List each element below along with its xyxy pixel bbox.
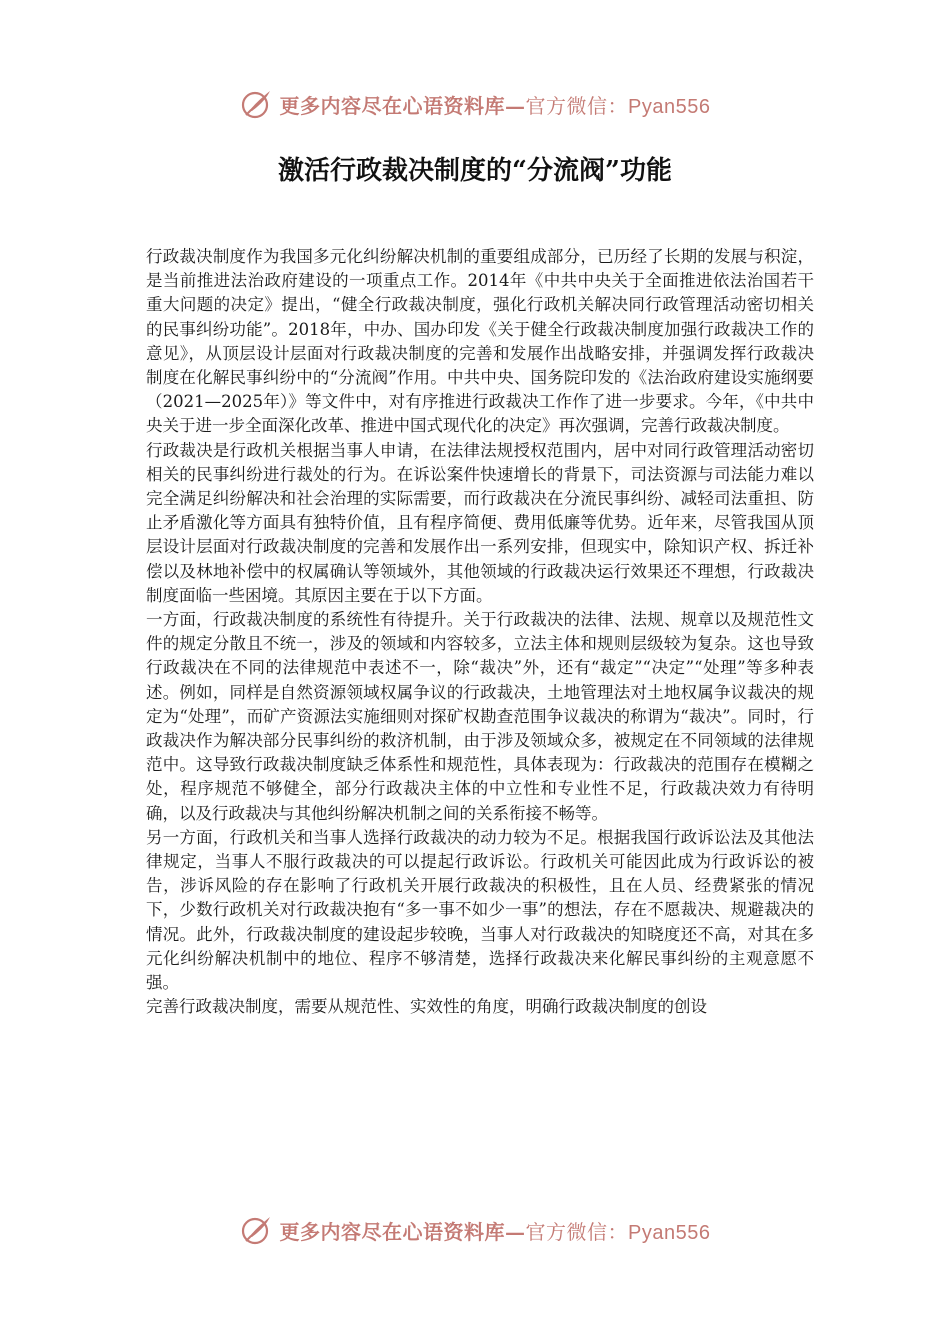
quill-logo-icon: [240, 87, 274, 121]
watermark-dash: —: [505, 93, 526, 118]
watermark-dash: —: [505, 1219, 526, 1244]
watermark-wechat: 官方微信：Pyan556: [525, 95, 711, 118]
watermark-brand: 更多内容尽在心语资料库: [279, 93, 506, 118]
paragraph-5: 完善行政裁决制度，需要从规范性、实效性的角度，明确行政裁决制度的创设: [146, 997, 707, 1017]
watermark-text: [280, 1216, 711, 1245]
paragraph-1: 行政裁决制度作为我国多元化纠纷解决机制的重要组成部分，已历经了长期的发展与积淀，是当前推进法治政府建设的一项重点工作。2014年《中共中央关于全面推进依法治国若干重大问题的决定》提出，“健全行政裁决制度，强化行政机关解决同行政管理活动密切相关的民事纠纷功能”。2018年，中办、国办印发《关于健全行政裁决制度加强行政裁决工作的意见》，从顶层设计层面对行政裁决制度的完善和发展作出战略安排，并强调发挥行政裁决制度在化解民事纠纷中的“分流阀”作用。中共中央、国务院印发的《法治政府建设实施纲要（2021—2025年）》等文件中，对有序推进行政裁决工作作了进一步要求。今年，《中共中央关于进一步全面深化改革、推进中国式现代化的决定》再次强调，完善行政裁决制度。: [146, 247, 814, 436]
header-watermark-banner: [0, 82, 950, 126]
footer-watermark-banner: [0, 1208, 950, 1252]
quill-logo-icon: [240, 1213, 274, 1247]
watermark-text: [280, 90, 711, 119]
paragraph-3: 一方面，行政裁决制度的系统性有待提升。关于行政裁决的法律、法规、规章以及规范性文件的规定分散且不统一，涉及的领域和内容较多，立法主体和规则层级较为复杂。这也导致行政裁决在不同的法律规范中表述不一，除“裁决”外，还有“裁定”“决定”“处理”等多种表述。例如，同样是自然资源领域权属争议的行政裁决，土地管理法对土地权属争议裁决的规定为“处理”，而矿产资源法实施细则对探矿权勘查范围争议裁决的称谓为“裁决”。同时，行政裁决作为解决部分民事纠纷的救济机制，由于涉及领域众多，被规定在不同领域的法律规范中。这导致行政裁决制度缺乏体系性和规范性，具体表现为：行政裁决的范围存在模糊之处，程序规范不够健全，部分行政裁决主体的中立性和专业性不足，行政裁决效力有待明确，以及行政裁决与其他纠纷解决机制之间的关系衔接不畅等。: [146, 610, 814, 823]
document-body: [146, 245, 814, 1020]
paragraph-2: 行政裁决是行政机关根据当事人申请，在法律法规授权范围内，居中对同行政管理活动密切相关的民事纠纷进行裁处的行为。在诉讼案件快速增长的背景下，司法资源与司法能力难以完全满足纠纷解决和社会治理的实际需要，而行政裁决在分流民事纠纷、减轻司法重担、防止矛盾激化等方面具有独特价值，且有程序简便、费用低廉等优势。近年来，尽管我国从顶层设计层面对行政裁决制度的完善和发展作出一系列安排，但现实中，除知识产权、拆迁补偿以及林地补偿中的权属确认等领域外，其他领域的行政裁决运行效果还不理想，行政裁决制度面临一些困境。其原因主要在于以下方面。: [146, 440, 814, 605]
document-title: 激活行政裁决制度的“分流阀”功能: [278, 156, 672, 186]
watermark-wechat: 官方微信：Pyan556: [525, 1221, 711, 1244]
watermark-brand: 更多内容尽在心语资料库: [279, 1219, 506, 1244]
paragraph-4: 另一方面，行政机关和当事人选择行政裁决的动力较为不足。根据我国行政诉讼法及其他法律规定，当事人不服行政裁决的可以提起行政诉讼。行政机关可能因此成为行政诉讼的被告，涉诉风险的存在影响了行政机关开展行政裁决的积极性，且在人员、经费紧张的情况下，少数行政机关对行政裁决抱有“多一事不如少一事”的想法，存在不愿裁决、规避裁决的情况。此外，行政裁决制度的建设起步较晚，当事人对行政裁决的知晓度还不高，对其在多元化纠纷解决机制中的地位、程序不够清楚，选择行政裁决来化解民事纠纷的主观意愿不强。: [146, 827, 814, 993]
